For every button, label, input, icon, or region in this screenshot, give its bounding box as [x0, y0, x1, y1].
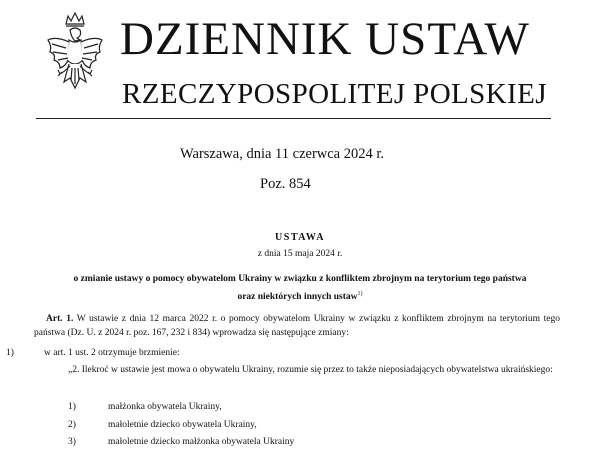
header-divider — [36, 118, 551, 119]
sub-item-text: małoletnie dziecko obywatela Ukrainy, — [108, 420, 257, 430]
sub-item-text: małoletnie dziecko małżonka obywatela Ukrainy — [108, 437, 295, 447]
sub-item-number: 1) — [68, 402, 76, 412]
quoted-provision: „2. Ilekroć w ustawie jest mowa o obywatelu Ukrainy, rozumie się przez to także nieposiadających obywatelstwa ukraińskiego: — [68, 365, 553, 375]
polish-eagle-emblem-icon — [44, 10, 106, 110]
list-item-number: 1) — [6, 348, 14, 358]
position-number: Poz. 854 — [260, 176, 311, 192]
gazette-subtitle: RZECZYPOSPOLITEJ POLSKIEJ — [122, 78, 547, 110]
article-label: Art. 1. — [46, 314, 74, 324]
publication-dateline: Warszawa, dnia 11 czerwca 2024 r. — [180, 146, 385, 162]
gazette-title: DZIENNIK USTAW — [120, 13, 530, 65]
act-type: USTAWA — [275, 232, 325, 243]
sub-item-number: 3) — [68, 437, 76, 447]
article-1-paragraph — [34, 312, 560, 340]
footnote-marker: 1) — [357, 291, 363, 297]
sub-item-number: 2) — [68, 420, 76, 430]
sub-item-text: małżonka obywatela Ukrainy, — [108, 402, 222, 412]
act-date: z dnia 15 maja 2024 r. — [257, 249, 343, 259]
act-title-line1: o zmianie ustawy o pomocy obywatelom Ukrainy w związku z konfliktem zbrojnym na terytorium tego państwa — [73, 274, 527, 284]
act-title — [40, 272, 560, 305]
article-text: W ustawie z dnia 12 marca 2022 r. o pomocy obywatelom Ukrainy w związku z konfliktem zbrojnym na terytorium tego państwa (Dz. U. z 2024 r. poz. 167, 232 i 834) wprowadza się następujące zmiany: — [34, 314, 560, 338]
act-title-line2: oraz niektórych innych ustaw — [237, 292, 358, 303]
list-item-text: w art. 1 ust. 2 otrzymuje brzmienie: — [44, 348, 180, 358]
